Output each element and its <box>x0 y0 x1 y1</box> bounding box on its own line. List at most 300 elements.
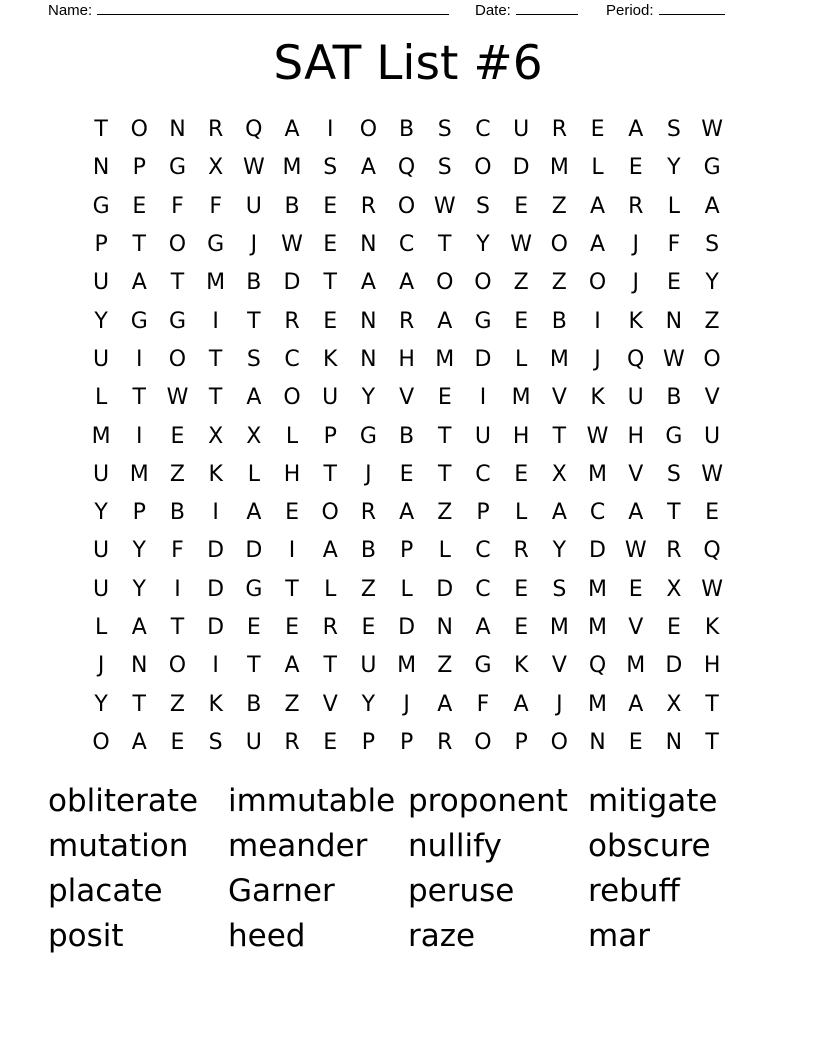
grid-letter[interactable]: K <box>208 691 223 717</box>
grid-letter[interactable]: X <box>666 576 682 602</box>
grid-letter[interactable]: N <box>360 232 377 258</box>
grid-letter[interactable]: V <box>704 385 720 411</box>
grid-letter[interactable]: B <box>246 270 262 296</box>
grid-letter[interactable]: U <box>513 117 530 143</box>
grid-letter[interactable]: I <box>212 500 219 526</box>
grid-letter[interactable]: Q <box>245 117 263 143</box>
grid-letter[interactable]: L <box>285 423 299 449</box>
grid-letter[interactable]: I <box>326 117 334 143</box>
grid-letter[interactable]: Y <box>132 576 146 602</box>
grid-letter[interactable]: A <box>246 385 262 411</box>
grid-letter[interactable]: V <box>322 691 338 717</box>
grid-letter[interactable]: U <box>245 193 262 219</box>
grid-letter[interactable]: R <box>666 538 682 564</box>
grid-letter[interactable]: U <box>93 576 110 602</box>
grid-letter[interactable]: X <box>551 461 567 487</box>
grid-letter[interactable]: Y <box>476 232 490 258</box>
grid-letter[interactable]: P <box>323 423 337 449</box>
grid-letter[interactable]: W <box>663 346 685 372</box>
grid-letter[interactable]: B <box>551 308 567 334</box>
grid-letter[interactable]: Z <box>169 461 185 487</box>
grid-letter[interactable]: G <box>359 423 377 449</box>
grid-letter[interactable]: M <box>588 615 608 640</box>
grid-letter[interactable]: O <box>474 155 492 181</box>
grid-letter[interactable]: A <box>590 193 606 219</box>
grid-letter[interactable]: M <box>435 346 455 372</box>
grid-letter[interactable]: Q <box>397 155 416 181</box>
grid-letter[interactable]: D <box>512 155 530 181</box>
grid-letter[interactable]: B <box>666 385 682 411</box>
grid-letter[interactable]: J <box>97 653 105 679</box>
grid-letter[interactable]: L <box>247 461 260 487</box>
grid-letter[interactable]: T <box>208 346 223 372</box>
grid-letter[interactable]: Z <box>169 691 185 717</box>
grid-letter[interactable]: G <box>92 193 110 219</box>
grid-letter[interactable]: C <box>589 500 606 526</box>
grid-letter[interactable]: B <box>399 423 415 449</box>
grid-letter[interactable]: U <box>93 538 110 564</box>
grid-letter[interactable]: N <box>665 308 683 334</box>
grid-letter[interactable]: L <box>400 576 413 602</box>
header <box>0 0 816 20</box>
grid-letter[interactable]: A <box>322 538 338 564</box>
grid-letter[interactable]: O <box>436 270 454 296</box>
grid-letter[interactable]: O <box>92 729 110 755</box>
grid-letter[interactable]: X <box>208 423 224 449</box>
grid-letter[interactable]: T <box>705 729 719 755</box>
grid-letter[interactable]: U <box>627 385 644 411</box>
grid-letter[interactable]: M <box>588 691 608 717</box>
grid-letter[interactable]: K <box>513 653 529 679</box>
grid-letter[interactable]: R <box>322 615 338 640</box>
grid-letter[interactable]: G <box>207 232 225 258</box>
grid-letter[interactable]: A <box>360 270 376 296</box>
grid-letter[interactable]: A <box>628 500 644 526</box>
grid-letter[interactable]: V <box>551 385 567 411</box>
grid-letter[interactable]: S <box>705 232 720 258</box>
grid-letter[interactable]: A <box>131 615 147 640</box>
grid-letter[interactable]: E <box>132 193 147 219</box>
grid-letter[interactable]: V <box>628 615 644 640</box>
grid-letter[interactable]: E <box>590 117 605 143</box>
grid-letter[interactable]: F <box>171 538 184 564</box>
grid-letter[interactable]: K <box>208 461 223 487</box>
grid-letter[interactable]: H <box>512 423 530 449</box>
grid-letter[interactable]: C <box>475 576 491 602</box>
grid-letter[interactable]: D <box>207 538 225 564</box>
grid-letter[interactable]: A <box>628 691 644 717</box>
grid-letter[interactable]: A <box>399 500 415 526</box>
grid-letter[interactable]: O <box>588 270 607 296</box>
grid-letter[interactable]: T <box>132 691 146 717</box>
grid-letter[interactable]: B <box>399 117 415 143</box>
grid-letter[interactable]: X <box>246 423 262 449</box>
word-bank-item: nullify <box>408 828 502 864</box>
grid-letter[interactable]: S <box>666 461 681 487</box>
grid-letter[interactable]: J <box>250 232 258 258</box>
grid-letter[interactable]: N <box>665 729 683 755</box>
grid-letter[interactable]: D <box>665 653 683 679</box>
grid-letter[interactable]: M <box>588 576 608 602</box>
grid-letter[interactable]: U <box>93 270 110 296</box>
grid-letter[interactable]: N <box>360 308 377 334</box>
grid-letter[interactable]: S <box>437 155 452 181</box>
grid-letter[interactable]: T <box>208 385 223 411</box>
grid-letter[interactable]: K <box>323 346 338 372</box>
grid-letter[interactable]: A <box>437 308 453 334</box>
grid-letter[interactable]: A <box>628 117 644 143</box>
grid-letter[interactable]: K <box>628 308 643 334</box>
grid-letter[interactable]: G <box>130 308 148 334</box>
grid-letter[interactable]: P <box>94 232 108 258</box>
grid-letter[interactable]: A <box>399 270 415 296</box>
grid-letter[interactable]: J <box>632 270 639 296</box>
grid-letter[interactable]: A <box>590 232 606 258</box>
grid-letter[interactable]: T <box>438 423 452 449</box>
period-blank[interactable] <box>659 0 725 15</box>
grid-letter[interactable]: E <box>628 729 643 755</box>
grid-letter[interactable]: M <box>626 653 646 679</box>
grid-letter[interactable]: M <box>206 270 226 296</box>
grid-letter[interactable]: Y <box>361 385 376 411</box>
grid-letter[interactable]: W <box>701 576 723 602</box>
grid-letter[interactable]: I <box>136 346 143 372</box>
grid-letter[interactable]: A <box>513 691 529 717</box>
grid-letter[interactable]: E <box>705 500 720 526</box>
grid-letter[interactable]: L <box>438 538 451 564</box>
grid-letter[interactable]: T <box>132 385 146 411</box>
grid-letter[interactable]: Y <box>132 538 146 564</box>
grid-letter[interactable]: Z <box>704 308 720 334</box>
grid-letter[interactable]: A <box>284 117 300 143</box>
grid-letter[interactable]: C <box>475 117 491 143</box>
grid-letter[interactable]: D <box>283 270 301 296</box>
grid-letter[interactable]: P <box>361 729 376 755</box>
grid-letter[interactable]: B <box>284 193 300 219</box>
grid-letter[interactable]: X <box>666 691 682 717</box>
grid-letter[interactable]: F <box>476 691 490 717</box>
grid-letter[interactable]: N <box>92 155 110 181</box>
grid-letter[interactable]: G <box>474 308 492 334</box>
grid-letter[interactable]: U <box>704 423 721 449</box>
date-blank[interactable] <box>516 0 578 15</box>
grid-letter[interactable]: O <box>168 653 187 679</box>
grid-letter[interactable]: Y <box>667 155 681 181</box>
grid-letter[interactable]: W <box>701 117 723 143</box>
grid-letter[interactable]: R <box>513 538 529 564</box>
grid-letter[interactable]: T <box>247 653 261 679</box>
word-bank-item: mitigate <box>588 783 718 819</box>
grid-letter[interactable]: R <box>284 729 300 755</box>
grid-letter[interactable]: S <box>246 346 261 372</box>
grid-letter[interactable]: P <box>132 155 146 181</box>
grid-letter[interactable]: P <box>399 538 414 564</box>
grid-letter[interactable]: E <box>628 576 643 602</box>
grid-letter[interactable]: T <box>667 500 681 526</box>
grid-letter[interactable]: Y <box>94 500 108 526</box>
grid-letter[interactable]: B <box>169 500 186 526</box>
grid-letter[interactable]: T <box>285 576 299 602</box>
grid-letter[interactable]: Z <box>513 270 529 296</box>
grid-letter[interactable]: K <box>590 385 605 411</box>
grid-letter[interactable]: C <box>475 538 491 564</box>
grid-letter[interactable]: E <box>285 500 299 526</box>
grid-letter[interactable]: E <box>514 615 529 640</box>
grid-letter[interactable]: T <box>247 308 261 334</box>
grid-letter[interactable]: T <box>94 117 108 143</box>
grid-letter[interactable]: T <box>438 461 452 487</box>
grid-letter[interactable]: H <box>398 346 415 372</box>
grid-letter[interactable]: K <box>704 615 720 640</box>
grid-letter[interactable]: A <box>131 729 147 755</box>
grid-letter[interactable]: E <box>323 232 338 258</box>
grid-letter[interactable]: M <box>397 653 417 679</box>
grid-letter[interactable]: I <box>594 308 601 334</box>
grid-letter[interactable]: V <box>551 653 567 679</box>
grid-letter[interactable]: A <box>284 653 300 679</box>
grid-letter[interactable]: R <box>551 117 567 143</box>
grid-letter[interactable]: T <box>170 615 185 640</box>
grid-letter[interactable]: N <box>436 615 454 640</box>
grid-letter[interactable]: S <box>437 117 452 143</box>
grid-letter[interactable]: Y <box>705 270 719 296</box>
grid-letter[interactable]: D <box>589 538 606 564</box>
grid-letter[interactable]: D <box>398 615 416 640</box>
grid-letter[interactable]: R <box>360 500 377 526</box>
grid-letter[interactable]: S <box>208 729 223 755</box>
grid-letter[interactable]: A <box>475 615 491 640</box>
grid-letter[interactable]: D <box>207 576 225 602</box>
grid-letter[interactable]: E <box>514 461 529 487</box>
grid-letter[interactable]: T <box>323 270 337 296</box>
grid-letter[interactable]: Z <box>551 193 567 219</box>
grid-letter[interactable]: F <box>667 232 681 258</box>
grid-letter[interactable]: D <box>474 346 492 372</box>
grid-letter[interactable]: N <box>589 729 606 755</box>
grid-letter[interactable]: G <box>703 155 721 181</box>
grid-letter[interactable]: Z <box>551 270 567 296</box>
grid-letter[interactable]: Z <box>284 691 300 717</box>
grid-letter[interactable]: W <box>510 232 533 258</box>
grid-letter[interactable]: O <box>130 117 148 143</box>
grid-letter[interactable]: L <box>667 193 681 219</box>
grid-letter[interactable]: E <box>170 423 185 449</box>
name-field[interactable] <box>48 0 449 20</box>
grid-letter[interactable]: E <box>285 615 299 640</box>
grid-letter[interactable]: M <box>129 461 149 487</box>
grid-letter[interactable]: T <box>552 423 567 449</box>
grid-letter[interactable]: E <box>323 308 338 334</box>
grid-letter[interactable]: Z <box>437 653 453 679</box>
grid-letter[interactable]: E <box>323 193 338 219</box>
grid-letter[interactable]: U <box>245 729 262 755</box>
period-field[interactable] <box>606 0 725 20</box>
grid-letter[interactable]: O <box>550 232 568 258</box>
grid-letter[interactable]: O <box>550 729 568 755</box>
name-blank[interactable] <box>97 0 449 15</box>
grid-letter[interactable]: P <box>476 500 490 526</box>
grid-letter[interactable]: R <box>208 117 224 143</box>
grid-letter[interactable]: L <box>515 500 528 526</box>
grid-letter[interactable]: H <box>627 423 644 449</box>
grid-letter[interactable]: W <box>586 423 609 449</box>
grid-letter[interactable]: X <box>208 155 224 181</box>
grid-letter[interactable]: L <box>515 346 528 372</box>
grid-letter[interactable]: Y <box>94 691 108 717</box>
grid-letter[interactable]: U <box>474 423 492 449</box>
grid-letter[interactable]: Y <box>552 538 567 564</box>
grid-letter[interactable]: L <box>591 155 604 181</box>
grid-letter[interactable]: U <box>360 653 377 679</box>
date-field[interactable] <box>475 0 578 20</box>
grid-letter[interactable]: O <box>168 232 187 258</box>
grid-letter[interactable]: Q <box>627 346 645 372</box>
grid-letter[interactable]: C <box>284 346 300 372</box>
grid-letter[interactable]: W <box>433 193 456 219</box>
grid-letter[interactable]: O <box>474 729 492 755</box>
grid-letter[interactable]: J <box>632 232 639 258</box>
grid-letter[interactable]: A <box>360 155 376 181</box>
grid-letter[interactable]: B <box>246 691 262 717</box>
grid-letter[interactable]: W <box>281 232 303 258</box>
grid-letter[interactable]: T <box>438 232 452 258</box>
grid-letter[interactable]: C <box>475 461 491 487</box>
grid-letter[interactable]: E <box>399 461 414 487</box>
grid-letter[interactable]: G <box>665 423 683 449</box>
grid-letter[interactable]: J <box>365 461 372 487</box>
grid-letter[interactable]: Q <box>588 653 607 679</box>
grid-letter[interactable]: C <box>398 232 415 258</box>
grid-letter[interactable]: N <box>360 346 377 372</box>
grid-letter[interactable]: S <box>552 576 567 602</box>
grid-letter[interactable]: Y <box>94 308 108 334</box>
grid-letter[interactable]: N <box>131 653 148 679</box>
grid-letter[interactable]: F <box>209 193 222 219</box>
grid-letter[interactable]: S <box>323 155 338 181</box>
grid-letter[interactable]: M <box>91 423 111 449</box>
grid-letter[interactable]: I <box>288 538 296 564</box>
grid-letter[interactable]: O <box>168 346 187 372</box>
grid-letter[interactable]: W <box>624 538 647 564</box>
grid-letter[interactable]: J <box>403 691 410 717</box>
grid-letter[interactable]: E <box>246 615 261 640</box>
grid-letter[interactable]: E <box>361 615 376 640</box>
grid-letter[interactable]: J <box>594 346 601 372</box>
grid-letter[interactable]: M <box>549 155 569 181</box>
grid-letter[interactable]: I <box>212 308 219 334</box>
grid-letter[interactable]: T <box>323 653 337 679</box>
grid-letter[interactable]: P <box>132 500 146 526</box>
grid-letter[interactable]: L <box>94 615 108 640</box>
grid-letter[interactable]: Z <box>437 500 453 526</box>
grid-letter[interactable]: I <box>479 385 487 411</box>
grid-letter[interactable]: H <box>703 653 721 679</box>
grid-letter[interactable]: B <box>360 538 376 564</box>
grid-letter[interactable]: I <box>212 653 219 679</box>
grid-letter[interactable]: G <box>245 576 263 602</box>
grid-letter[interactable]: F <box>171 193 184 219</box>
grid-letter[interactable]: W <box>701 461 723 487</box>
grid-letter[interactable]: E <box>666 270 681 296</box>
grid-letter[interactable]: M <box>588 461 608 487</box>
grid-letter[interactable]: U <box>93 346 110 372</box>
grid-letter[interactable]: U <box>322 385 339 411</box>
grid-letter[interactable]: G <box>168 308 186 334</box>
grid-letter[interactable]: Y <box>361 691 376 717</box>
grid-letter[interactable]: M <box>549 346 569 372</box>
grid-letter[interactable]: I <box>174 576 181 602</box>
grid-letter[interactable]: Z <box>360 576 376 602</box>
grid-letter[interactable]: U <box>93 461 110 487</box>
word-bank-item: obliterate <box>48 783 199 819</box>
word-bank-item: immutable <box>228 783 396 819</box>
grid-letter[interactable]: R <box>398 308 415 334</box>
grid-letter[interactable]: M <box>549 615 569 640</box>
grid-letter[interactable]: W <box>242 155 265 181</box>
grid-letter[interactable]: E <box>514 193 529 219</box>
grid-letter[interactable]: T <box>705 691 719 717</box>
grid-letter[interactable]: G <box>168 155 186 181</box>
grid-letter[interactable]: I <box>136 423 143 449</box>
grid-letter[interactable]: V <box>628 461 644 487</box>
grid-letter[interactable]: O <box>474 270 492 296</box>
grid-letter[interactable]: V <box>399 385 415 411</box>
grid-letter[interactable]: O <box>359 117 378 143</box>
grid-letter[interactable]: Q <box>703 538 721 564</box>
grid-letter[interactable]: E <box>666 615 681 640</box>
grid-letter[interactable]: O <box>283 385 301 411</box>
grid-letter[interactable]: P <box>514 729 528 755</box>
grid-letter[interactable]: D <box>245 538 263 564</box>
grid-letter[interactable]: P <box>399 729 414 755</box>
grid-letter[interactable]: R <box>360 193 377 219</box>
grid-letter[interactable]: D <box>436 576 454 602</box>
grid-letter[interactable]: E <box>170 729 185 755</box>
grid-letter[interactable]: M <box>511 385 531 411</box>
grid-letter[interactable]: N <box>169 117 186 143</box>
grid-letter[interactable]: E <box>437 385 452 411</box>
grid-letter[interactable]: M <box>282 155 302 181</box>
grid-letter[interactable]: W <box>166 385 189 411</box>
grid-letter[interactable]: T <box>132 232 146 258</box>
grid-letter[interactable]: A <box>704 193 720 219</box>
grid-letter[interactable]: T <box>323 461 337 487</box>
grid-letter[interactable]: A <box>551 500 567 526</box>
grid-letter[interactable]: E <box>323 729 338 755</box>
grid-letter[interactable]: L <box>94 385 108 411</box>
grid-letter[interactable]: O <box>321 500 339 526</box>
grid-letter[interactable]: R <box>284 308 300 334</box>
grid-letter[interactable]: L <box>324 576 337 602</box>
grid-letter[interactable]: E <box>628 155 643 181</box>
grid-letter[interactable]: E <box>514 308 529 334</box>
grid-letter[interactable]: R <box>437 729 453 755</box>
grid-letter[interactable]: A <box>437 691 453 717</box>
grid-letter[interactable]: O <box>397 193 416 219</box>
grid-letter[interactable]: S <box>666 117 681 143</box>
grid-letter[interactable]: D <box>207 615 225 640</box>
grid-letter[interactable]: G <box>474 653 492 679</box>
grid-letter[interactable]: A <box>131 270 147 296</box>
grid-letter[interactable]: J <box>556 691 563 717</box>
grid-letter[interactable]: O <box>703 346 721 372</box>
grid-letter[interactable]: E <box>514 576 529 602</box>
grid-letter[interactable]: S <box>475 193 490 219</box>
grid-letter[interactable]: T <box>170 270 185 296</box>
grid-letter[interactable]: A <box>246 500 262 526</box>
grid-letter[interactable]: H <box>283 461 301 487</box>
grid-letter[interactable]: R <box>628 193 644 219</box>
